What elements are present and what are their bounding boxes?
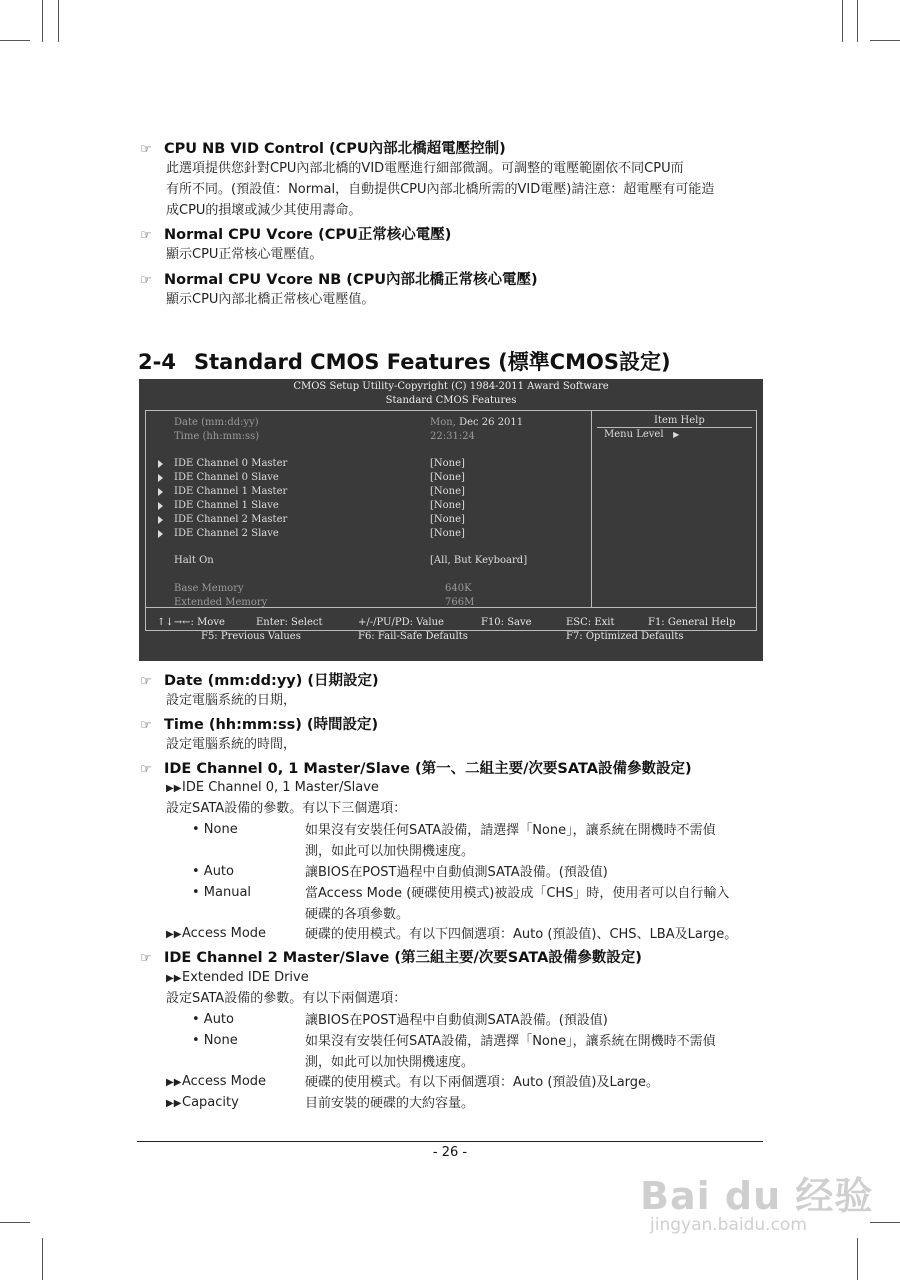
bios-key-help: F1: General Help bbox=[648, 617, 736, 628]
bios-base-memory-label: Base Memory bbox=[174, 583, 244, 594]
crop-mark bbox=[857, 1238, 858, 1280]
item-description: 設定SATA設備的參數。有以下兩個選項： bbox=[166, 991, 407, 1006]
bios-ide-row-value[interactable]: [None] bbox=[430, 458, 465, 469]
bios-key-value: +/-/PU/PD: Value bbox=[358, 617, 444, 628]
option-description: 目前安裝的硬碟的大約容量。 bbox=[305, 1096, 475, 1111]
sub-item: ▶▶Extended IDE Drive bbox=[166, 970, 309, 985]
pointer-hand-icon: ☞ bbox=[140, 674, 152, 689]
bios-ide-row-label[interactable]: IDE Channel 2 Master bbox=[174, 514, 288, 525]
crop-mark bbox=[842, 0, 843, 42]
option-description: 硬碟的使用模式。有以下兩個選項：Auto (預設值)及Large。 bbox=[305, 1075, 660, 1090]
sub-item: ▶▶Access Mode bbox=[166, 926, 267, 941]
option-description: 如果沒有安裝任何SATA設備，請選擇「None」，讓系統在開機時不需偵 測，如此可以加快開機速度。 bbox=[305, 823, 716, 859]
bios-date-label: Date (mm:dd:yy) bbox=[174, 417, 259, 428]
bios-item-help-title: Item Help bbox=[654, 415, 705, 426]
item-description: 設定電腦系統的時間， bbox=[166, 737, 297, 752]
bios-screenshot bbox=[139, 379, 763, 661]
double-arrow-icon: ▶▶ bbox=[166, 1098, 182, 1109]
bios-ext-memory-value: 766M bbox=[445, 597, 475, 608]
pointer-hand-icon: ☞ bbox=[140, 273, 152, 288]
bios-time-value[interactable]: 22:31:24 bbox=[430, 431, 475, 442]
item-title: ☞ Time (hh:mm:ss) (時間設定) bbox=[140, 717, 379, 733]
option-name: • None bbox=[192, 822, 238, 837]
crop-mark bbox=[0, 1222, 30, 1223]
submenu-arrow-icon bbox=[158, 530, 163, 538]
option-name: • None bbox=[192, 1033, 238, 1048]
option-name: • Auto bbox=[192, 1012, 234, 1027]
submenu-arrow-icon bbox=[158, 460, 163, 468]
crop-mark bbox=[857, 0, 858, 42]
bios-time-label: Time (hh:mm:ss) bbox=[174, 431, 260, 442]
pointer-hand-icon: ☞ bbox=[140, 951, 152, 966]
double-arrow-icon: ▶▶ bbox=[166, 929, 182, 940]
bios-key-failsafe: F6: Fail-Safe Defaults bbox=[358, 631, 468, 642]
bios-subheader: Standard CMOS Features bbox=[385, 395, 517, 406]
bios-key-optimized: F7: Optimized Defaults bbox=[566, 631, 684, 642]
bios-ide-row-value[interactable]: [None] bbox=[430, 514, 465, 525]
pointer-hand-icon: ☞ bbox=[140, 142, 152, 157]
bios-ide-row-value[interactable]: [None] bbox=[430, 486, 465, 497]
bios-base-memory-value: 640K bbox=[445, 583, 472, 594]
item-title: ☞ IDE Channel 2 Master/Slave (第三組主要/次要SATA設備參數設定) bbox=[140, 950, 642, 966]
item-description: 設定SATA設備的參數。有以下三個選項： bbox=[166, 801, 407, 816]
item-title: ☞ Date (mm:dd:yy) (日期設定) bbox=[140, 673, 379, 689]
section-heading: 2-4 Standard CMOS Features (標準CMOS設定) bbox=[138, 350, 671, 374]
watermark-url: jingyan.baidu.com bbox=[650, 1215, 807, 1235]
pointer-hand-icon: ☞ bbox=[140, 228, 152, 243]
option-description: 讓BIOS在POST過程中自動偵測SATA設備。(預設值) bbox=[305, 1013, 608, 1028]
item-description: 此選項提供您針對CPU內部北橋的VID電壓進行細部微調。可調整的電壓範圍依不同CPU而 有所不同。(預設值：Normal，自動提供CPU內部北橋所需的VID電壓)請注意：超電壓有可能造 成CPU的損壞或減少其使用壽命。 bbox=[166, 161, 715, 218]
submenu-arrow-icon bbox=[158, 474, 163, 482]
bios-ide-row-label[interactable]: IDE Channel 2 Slave bbox=[174, 528, 279, 539]
menu-level-arrow-icon: ▶ bbox=[673, 430, 680, 439]
bios-key-exit: ESC: Exit bbox=[566, 617, 615, 628]
pointer-hand-icon: ☞ bbox=[140, 762, 152, 777]
bios-ide-row-value[interactable]: [None] bbox=[430, 500, 465, 511]
bios-halt-label[interactable]: Halt On bbox=[174, 555, 214, 566]
sub-item: ▶▶IDE Channel 0, 1 Master/Slave bbox=[166, 780, 379, 795]
crop-mark bbox=[870, 40, 900, 41]
submenu-arrow-icon bbox=[158, 488, 163, 496]
submenu-arrow-icon bbox=[158, 502, 163, 510]
double-arrow-icon: ▶▶ bbox=[166, 1077, 182, 1088]
option-description: 讓BIOS在POST過程中自動偵測SATA設備。(預設值) bbox=[305, 865, 608, 880]
crop-mark bbox=[58, 0, 59, 42]
bios-ide-row-label[interactable]: IDE Channel 0 Slave bbox=[174, 472, 279, 483]
crop-mark bbox=[42, 1238, 43, 1280]
bios-halt-value[interactable]: [All, But Keyboard] bbox=[430, 555, 528, 566]
bios-ide-row-label[interactable]: IDE Channel 1 Master bbox=[174, 486, 288, 497]
double-arrow-icon: ▶▶ bbox=[166, 783, 182, 794]
bios-key-select: Enter: Select bbox=[256, 617, 323, 628]
item-title: ☞ Normal CPU Vcore (CPU正常核心電壓) bbox=[140, 227, 452, 243]
watermark-logo: Bai du 经验 bbox=[640, 1174, 874, 1218]
item-title: ☞ CPU NB VID Control (CPU內部北橋超電壓控制) bbox=[140, 141, 506, 157]
bios-key-save: F10: Save bbox=[481, 617, 532, 628]
item-description: 顯示CPU內部北橋正常核心電壓值。 bbox=[166, 292, 375, 307]
item-description: 顯示CPU正常核心電壓值。 bbox=[166, 247, 323, 262]
bios-menu-level: Menu Level ▶ bbox=[604, 429, 680, 440]
crop-mark bbox=[870, 1222, 900, 1223]
sub-item: ▶▶Capacity bbox=[166, 1095, 239, 1110]
option-description: 硬碟的使用模式。有以下四個選項：Auto (預設值)、CHS、LBA及Large。 bbox=[305, 927, 738, 942]
bios-ide-row-label[interactable]: IDE Channel 0 Master bbox=[174, 458, 288, 469]
crop-mark bbox=[0, 40, 30, 41]
option-description: 如果沒有安裝任何SATA設備，請選擇「None」，讓系統在開機時不需偵 測，如此可以加快開機速度。 bbox=[305, 1034, 716, 1070]
crop-mark bbox=[42, 0, 43, 42]
bios-key-move: ↑↓→←: Move bbox=[157, 617, 225, 628]
bios-ext-memory-label: Extended Memory bbox=[174, 597, 268, 608]
pointer-hand-icon: ☞ bbox=[140, 718, 152, 733]
sub-item: ▶▶Access Mode bbox=[166, 1074, 267, 1089]
item-description: 設定電腦系統的日期， bbox=[166, 693, 297, 708]
bios-ide-row-value[interactable]: [None] bbox=[430, 472, 465, 483]
submenu-arrow-icon bbox=[158, 516, 163, 524]
item-title: ☞ Normal CPU Vcore NB (CPU內部北橋正常核心電壓) bbox=[140, 272, 538, 288]
option-name: • Auto bbox=[192, 864, 234, 879]
option-name: • Manual bbox=[192, 885, 252, 900]
item-title: ☞ IDE Channel 0, 1 Master/Slave (第一、二組主要/次要SATA設備參數設定) bbox=[140, 761, 692, 777]
bios-header: CMOS Setup Utility-Copyright (C) 1984-2011 Award Software bbox=[293, 381, 609, 392]
bios-key-previous: F5: Previous Values bbox=[201, 631, 301, 642]
bios-ide-row-value[interactable]: [None] bbox=[430, 528, 465, 539]
footer-rule bbox=[137, 1141, 763, 1142]
bios-ide-row-label[interactable]: IDE Channel 1 Slave bbox=[174, 500, 279, 511]
option-description: 當Access Mode (硬碟使用模式)被設成「CHS」時，使用者可以自行輸入 硬碟的各項參數。 bbox=[305, 886, 730, 922]
double-arrow-icon: ▶▶ bbox=[166, 973, 182, 984]
page-number: - 26 - bbox=[432, 1145, 468, 1160]
bios-date-value[interactable]: Mon, Dec 26 2011 bbox=[430, 417, 524, 428]
